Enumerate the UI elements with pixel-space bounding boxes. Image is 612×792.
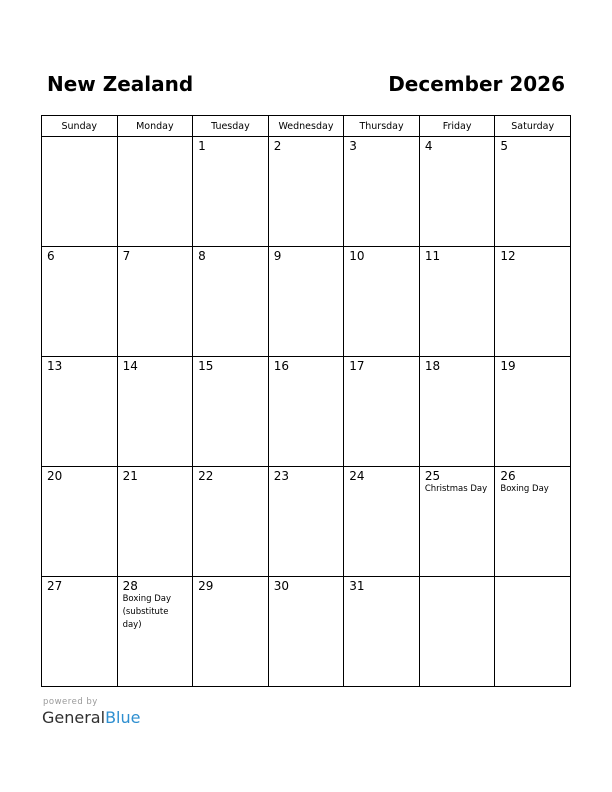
week-row: [42, 577, 571, 687]
day-number: 8: [198, 249, 206, 263]
day-cell: [193, 467, 269, 577]
weekday-header-monday: Monday: [117, 116, 193, 137]
day-cell: [268, 577, 344, 687]
weekday-header-tuesday: Tuesday: [193, 116, 269, 137]
day-cell: [419, 137, 495, 247]
week-row: [42, 137, 571, 247]
day-number: 14: [122, 359, 138, 373]
day-cell: [495, 357, 571, 467]
day-cell: [117, 357, 193, 467]
calendar-grid: [41, 115, 571, 687]
day-cell: [193, 577, 269, 687]
day-number: 13: [47, 359, 63, 373]
day-cell: [42, 467, 118, 577]
day-cell: [419, 467, 495, 577]
day-number: 5: [500, 139, 509, 153]
day-cell: [419, 577, 495, 687]
day-cell: [268, 247, 344, 357]
day-number: 12: [500, 249, 516, 263]
day-number: [42, 137, 117, 139]
day-number: 2: [273, 139, 282, 153]
holiday-label: Boxing Day: [500, 484, 549, 494]
day-cell: [42, 357, 118, 467]
day-number: 16: [273, 359, 289, 373]
day-number: 25: [424, 469, 441, 483]
day-number: 23: [273, 469, 289, 483]
country-title: New Zealand: [47, 72, 194, 96]
day-cell: [117, 137, 193, 247]
day-number: 10: [349, 249, 365, 263]
weekday-header-wednesday: Wednesday: [268, 116, 344, 137]
day-number: 4: [424, 139, 433, 153]
powered-by-text: powered by: [43, 697, 98, 707]
day-cell: [193, 357, 269, 467]
day-number: 31: [349, 579, 365, 593]
holiday-label: Boxing Day (substitute day): [122, 594, 171, 630]
day-cell: [344, 577, 420, 687]
day-cell: [42, 247, 118, 357]
day-number: 30: [273, 579, 289, 593]
day-cell: [117, 467, 193, 577]
day-number: 26: [500, 469, 516, 483]
day-number: 17: [349, 359, 365, 373]
day-number: [495, 577, 570, 579]
holiday-label: Christmas Day: [424, 484, 488, 494]
day-cell: [268, 357, 344, 467]
day-cell: [42, 137, 118, 247]
day-number: 27: [47, 579, 63, 593]
day-number: 6: [47, 249, 55, 263]
day-cell: [495, 577, 571, 687]
day-number: 28: [122, 579, 138, 593]
footer-logo: [42, 697, 140, 728]
month-title: December 2026: [388, 72, 565, 96]
week-row: [42, 467, 571, 577]
brand-blue-text: Blue: [105, 708, 141, 727]
weekday-header-sunday: Sunday: [42, 116, 118, 137]
day-number: 19: [500, 359, 516, 373]
brand-general-text: General: [42, 708, 106, 727]
weekday-header-friday: Friday: [419, 116, 495, 137]
day-number: 9: [273, 249, 282, 263]
weekday-header-thursday: Thursday: [344, 116, 420, 137]
day-number: 18: [424, 359, 441, 373]
day-number: 7: [122, 249, 131, 263]
day-cell: [193, 137, 269, 247]
day-number: 22: [198, 469, 214, 483]
day-cell: [495, 247, 571, 357]
day-number: 24: [349, 469, 365, 483]
day-cell: [344, 467, 420, 577]
day-number: 15: [198, 359, 214, 373]
day-cell: [268, 137, 344, 247]
day-cell: [117, 577, 193, 687]
day-cell: [193, 247, 269, 357]
day-cell: [344, 247, 420, 357]
day-cell: [495, 467, 571, 577]
day-cell: [419, 357, 495, 467]
day-number: 11: [424, 249, 441, 263]
week-row: [42, 247, 571, 357]
day-number: 3: [349, 139, 357, 153]
day-cell: [117, 247, 193, 357]
weekday-header-saturday: Saturday: [495, 116, 571, 137]
weekday-header-row: [42, 116, 571, 137]
day-number: [118, 137, 193, 139]
day-cell: [495, 137, 571, 247]
day-cell: [419, 247, 495, 357]
day-cell: [268, 467, 344, 577]
day-number: 29: [198, 579, 214, 593]
day-number: 21: [122, 469, 138, 483]
day-cell: [344, 357, 420, 467]
day-number: 1: [198, 139, 206, 153]
brand-logo: [42, 708, 140, 728]
day-number: [420, 577, 495, 579]
day-number: 20: [47, 469, 63, 483]
day-cell: [42, 577, 118, 687]
day-cell: [344, 137, 420, 247]
week-row: [42, 357, 571, 467]
